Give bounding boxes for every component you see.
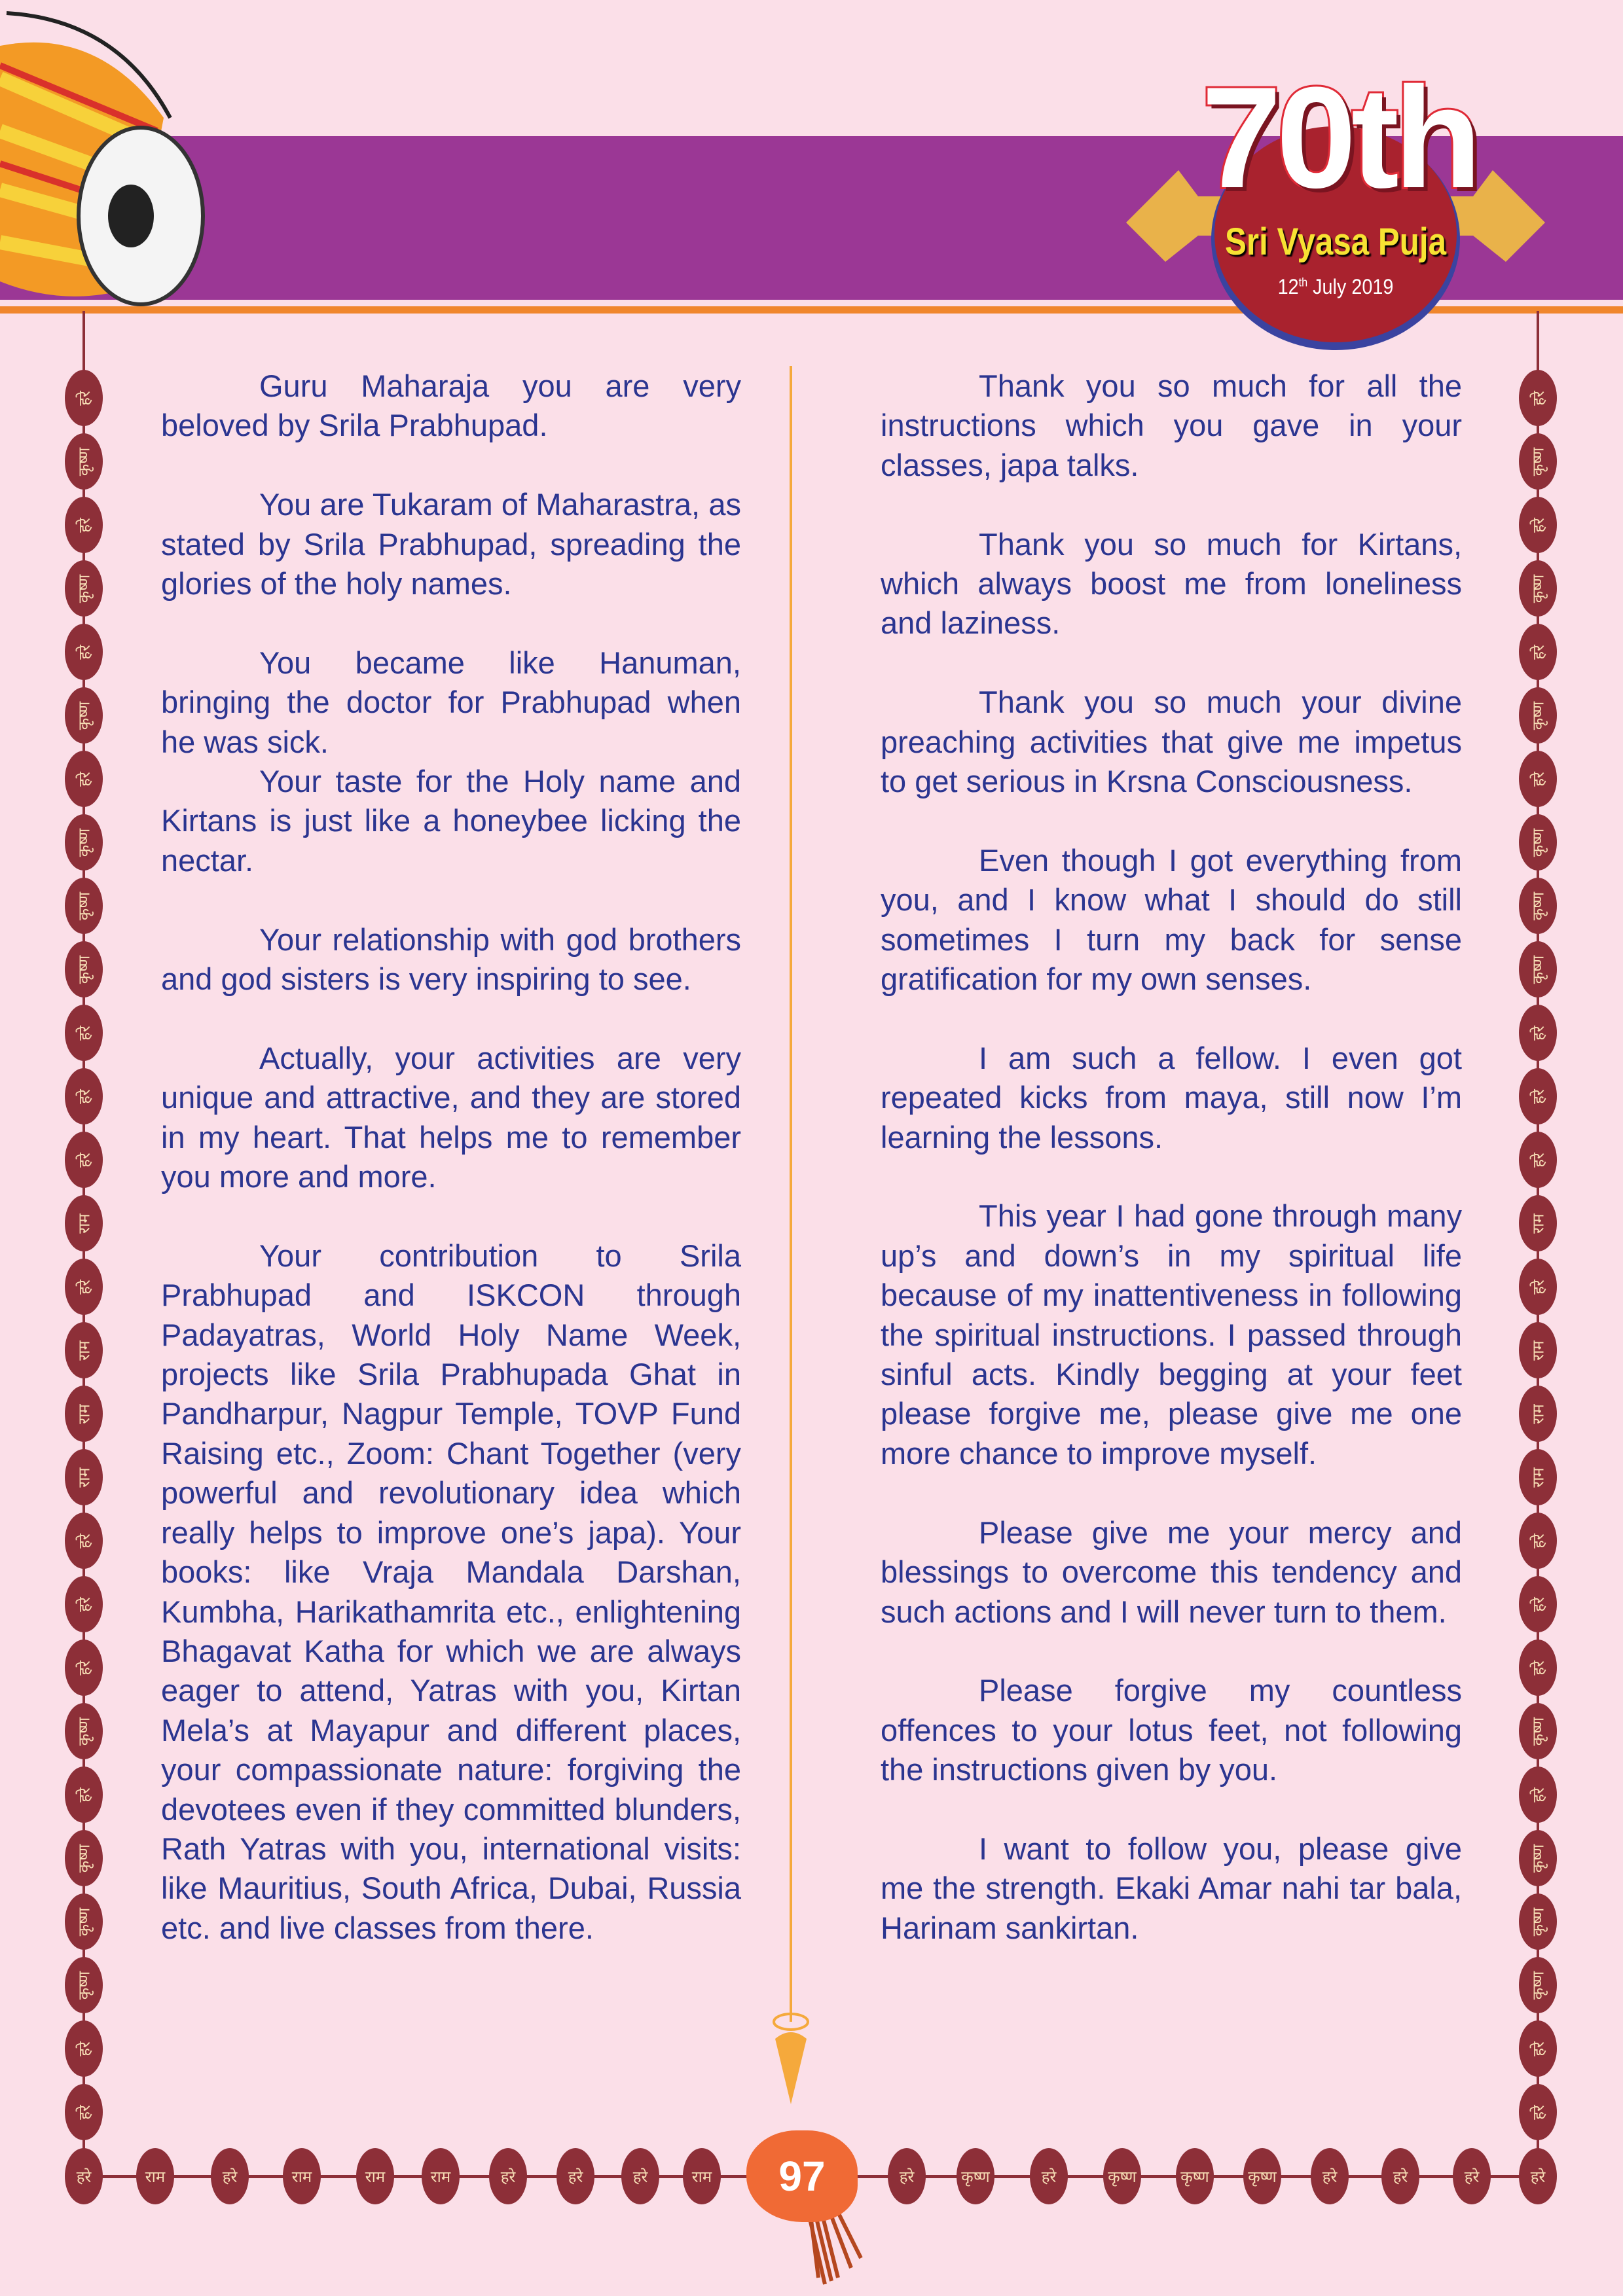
right-column [881, 367, 1462, 1988]
bead [65, 878, 103, 934]
bead [1103, 2148, 1141, 2204]
bead-label: हरे [222, 2167, 238, 2186]
bead [65, 2020, 103, 2077]
bead-label: हरे [632, 2167, 648, 2186]
bead-label: हरे [500, 2167, 516, 2186]
bead-label: कृष्ण [75, 447, 94, 476]
bead [489, 2148, 527, 2204]
bead [65, 1893, 103, 1950]
bead [65, 1132, 103, 1188]
bead [65, 1703, 103, 1759]
bead [136, 2148, 174, 2204]
bead [1519, 751, 1557, 807]
bead [1519, 1513, 1557, 1569]
bead-label: हरे [1530, 2167, 1546, 2186]
bead-label: हरे [75, 1152, 94, 1168]
bead [65, 2084, 103, 2140]
bead [65, 687, 103, 744]
bead [65, 941, 103, 997]
bead-label: हरे [75, 1533, 94, 1549]
bead-label: कृष्ण [1529, 828, 1548, 857]
bead [1519, 1893, 1557, 1950]
bead-label: हरे [1464, 2167, 1480, 2186]
bead [1519, 2084, 1557, 2140]
bead [1519, 1132, 1557, 1188]
bead [1519, 624, 1557, 680]
bead [1176, 2148, 1214, 2204]
bead [1519, 941, 1557, 997]
bead-label: कृष्ण [1529, 701, 1548, 730]
bead-label: हरे [1529, 2104, 1548, 2120]
bead-label: कृष्ण [1529, 891, 1548, 920]
bead-label: हरे [1041, 2167, 1057, 2186]
bead [1519, 1386, 1557, 1442]
paragraph: This year I had gone through many up’s and down’s in my spiritual life because of my inattentiveness in following the spiritual instructions. I passed through sinful acts. Kindly begging at your feet please forgive me, please give me one more chance to improve myself. [881, 1198, 1462, 1471]
badge-number: 70th [1201, 57, 1477, 218]
paragraph: You became like Hanuman, bringing the doctor for Prabhupad when he was sick. [161, 645, 741, 759]
bead [621, 2148, 659, 2204]
paragraph: Your contribution to Srila Prabhupad and ISKCON through Padayatras, World Holy Name Week, projects like Srila Prabhupada Ghat in Pandharpur, Nagpur Temple, TOVP Fund Raising etc., Zoom: Chant Together (very powerful and revolutionary idea which really helps to improve one’s japa). Your books: like Vraja Mandala Darshan, Kumbha, Harikathamrita etc., enlightening Bhagavat Katha for which we are always eager to attend, Yatras with you, Kirtan Mela’s at Mayapur and different places, your compassionate nature: forgiving the devotees even if they committed blunders, Rath Yatras with you, international visits: like Mauritius, South Africa, Dubai, Russia etc. and live classes from there. [161, 1238, 741, 1945]
bead-label: हरे [75, 1088, 94, 1104]
bead-label: हरे [75, 2041, 94, 2056]
bead [1030, 2148, 1068, 2204]
bead [1453, 2148, 1491, 2204]
bead [65, 624, 103, 680]
left-column [161, 367, 741, 1988]
bead [65, 1259, 103, 1315]
bead [1519, 1005, 1557, 1061]
bead [1519, 687, 1557, 744]
bead [65, 1005, 103, 1061]
bead-label: हरे [75, 517, 94, 533]
bead-label: हरे [1529, 644, 1548, 660]
bead [1519, 2020, 1557, 2077]
bead-label: कृष्ण [75, 1907, 94, 1936]
bead [65, 1195, 103, 1251]
bead-label: हरे [1529, 1279, 1548, 1295]
bead [65, 1830, 103, 1886]
bead-label: कृष्ण [1529, 1717, 1548, 1746]
bead [356, 2148, 394, 2204]
bead [65, 433, 103, 490]
bead [65, 1068, 103, 1124]
bead-label: कृष्ण [75, 828, 94, 857]
bead-label: राम [75, 1403, 94, 1424]
bead-label: हरे [1322, 2167, 1338, 2186]
bead-label: कृष्ण [75, 955, 94, 984]
paragraph: I want to follow you, please give me the strength. Ekaki Amar nahi tar bala, Harinam sankirtan. [881, 1831, 1462, 1945]
paragraph: Thank you so much your divine preaching activities that give me impetus to get serious in Krsna Consciousness. [881, 685, 1462, 799]
column-divider [790, 366, 792, 2022]
bead-label: राम [365, 2167, 386, 2186]
bead [683, 2148, 721, 2204]
bead-label: कृष्ण [75, 574, 94, 603]
bead-label: हरे [1529, 1787, 1548, 1803]
bead [65, 370, 103, 426]
bead-label: हरे [75, 2104, 94, 2120]
bead-label: हरे [1529, 1025, 1548, 1041]
bead [1519, 1830, 1557, 1886]
bead-label: हरे [1393, 2167, 1408, 2186]
bead [1519, 1259, 1557, 1315]
bead-label: राम [75, 1213, 94, 1234]
anniversary-badge [1106, 57, 1565, 353]
bead-label: कृष्ण [1529, 1971, 1548, 2000]
bead-label: राम [1529, 1213, 1548, 1234]
bead-label: कृष्ण [1529, 1907, 1548, 1936]
bead-label: हरे [75, 1025, 94, 1041]
bead-label: कृष्ण [1248, 2167, 1277, 2186]
bead-label: कृष्ण [75, 891, 94, 920]
bead [1519, 814, 1557, 870]
bead-label: राम [691, 2167, 712, 2186]
bead-label: हरे [75, 1660, 94, 1676]
paragraph: Please forgive my countless offences to your lotus feet, not following the instructions given by you. [881, 1673, 1462, 1787]
paragraph: Your taste for the Holy name and Kirtans is just like a honeybee licking the nectar. [161, 764, 741, 878]
paragraph: Even though I got everything from you, and I know what I should do still sometimes I turn my back for sense gratification for my own senses. [881, 842, 1462, 997]
paragraph: Actually, your activities are very unique and attractive, and they are stored in my heart. That helps me to remember you more and more. [161, 1040, 741, 1194]
badge-date: 12th July 2019 [1277, 275, 1394, 298]
bead-label: हरे [1529, 517, 1548, 533]
paragraph: I am such a fellow. I even got repeated kicks from maya, still now I’m learning the lessons. [881, 1040, 1462, 1155]
bead [1519, 1322, 1557, 1378]
bead-label: कृष्ण [1529, 955, 1548, 984]
bead-label: हरे [1529, 2041, 1548, 2056]
bead [1519, 497, 1557, 553]
bead [65, 814, 103, 870]
bead [1519, 1640, 1557, 1696]
bead-label: राम [291, 2167, 312, 2186]
mridanga-drum-icon [0, 0, 249, 321]
bead [1519, 370, 1557, 426]
bead-label: हरे [75, 1787, 94, 1803]
bead-label: कृष्ण [75, 1717, 94, 1746]
bead [556, 2148, 594, 2204]
bead [1519, 1449, 1557, 1505]
bead-label: हरे [75, 644, 94, 660]
bead [1519, 433, 1557, 490]
bead [1519, 1195, 1557, 1251]
bead [1519, 1957, 1557, 2013]
bead [1381, 2148, 1419, 2204]
bead [957, 2148, 994, 2204]
bead-label: राम [430, 2167, 451, 2186]
paragraph: You are Tukaram of Maharastra, as stated by Srila Prabhupad, spreading the glories of the holy names. [161, 487, 741, 601]
bead-label: राम [75, 1340, 94, 1361]
bead [1519, 560, 1557, 617]
bead [1243, 2148, 1281, 2204]
bead-label: कृष्ण [75, 1971, 94, 2000]
bead [1519, 878, 1557, 934]
bead-label: हरे [1529, 1596, 1548, 1612]
bead-label: हरे [568, 2167, 583, 2186]
paragraph: Thank you so much for Kirtans, which always boost me from loneliness and laziness. [881, 526, 1462, 641]
bead [1519, 1576, 1557, 1632]
bead-label: कृष्ण [75, 1844, 94, 1873]
bead-label: हरे [1529, 1088, 1548, 1104]
bead-label: हरे [1529, 771, 1548, 787]
bead-label: कृष्ण [1529, 1844, 1548, 1873]
bead [65, 1767, 103, 1823]
bead [65, 1386, 103, 1442]
bead-label: हरे [899, 2167, 915, 2186]
bead [1519, 1703, 1557, 1759]
bead-label: कृष्ण [75, 701, 94, 730]
bead [283, 2148, 321, 2204]
bead [65, 1957, 103, 2013]
bead [1519, 1767, 1557, 1823]
drop-ornament-icon [771, 2013, 811, 2104]
bead [65, 497, 103, 553]
bead-label: हरे [1529, 1533, 1548, 1549]
bead-label: कृष्ण [1529, 447, 1548, 476]
bead-label: हरे [1529, 1152, 1548, 1168]
bead [65, 1513, 103, 1569]
bead [422, 2148, 460, 2204]
bead-label: कृष्ण [961, 2167, 990, 2186]
bead-label: हरे [75, 1596, 94, 1612]
bead [65, 560, 103, 617]
bead [1519, 1068, 1557, 1124]
bead-label: राम [75, 1467, 94, 1488]
bead [1311, 2148, 1349, 2204]
paragraph: Please give me your mercy and blessings to overcome this tendency and such actions and I will never turn to them. [881, 1515, 1462, 1629]
bead-label: राम [1529, 1340, 1548, 1361]
bead-label: हरे [75, 771, 94, 787]
page-number: 97 [746, 2130, 858, 2222]
bead [211, 2148, 249, 2204]
bead [888, 2148, 926, 2204]
badge-title: Sri Vyasa Puja [1224, 221, 1447, 263]
bead [65, 751, 103, 807]
bead [65, 1322, 103, 1378]
bead-label: राम [1529, 1403, 1548, 1424]
paragraph: Your relationship with god brothers and god sisters is very inspiring to see. [161, 922, 741, 997]
bead-label: हरे [76, 2167, 92, 2186]
paragraph: Thank you so much for all the instructions which you gave in your classes, japa talks. [881, 368, 1462, 482]
bead-label: कृष्ण [1108, 2167, 1137, 2186]
bead [65, 1449, 103, 1505]
bead-label: कृष्ण [1180, 2167, 1209, 2186]
bead-label: हरे [1529, 1660, 1548, 1676]
bead [65, 1576, 103, 1632]
paragraph: Guru Maharaja you are very beloved by Srila Prabhupad. [161, 368, 741, 443]
bead [1519, 2148, 1557, 2204]
bead [65, 1640, 103, 1696]
bead [65, 2148, 103, 2204]
bead-label: राम [1529, 1467, 1548, 1488]
bead-label: हरे [75, 1279, 94, 1295]
bead-label: हरे [75, 390, 94, 406]
bead-label: राम [145, 2167, 166, 2186]
bead-label: हरे [1529, 390, 1548, 406]
bead-label: कृष्ण [1529, 574, 1548, 603]
